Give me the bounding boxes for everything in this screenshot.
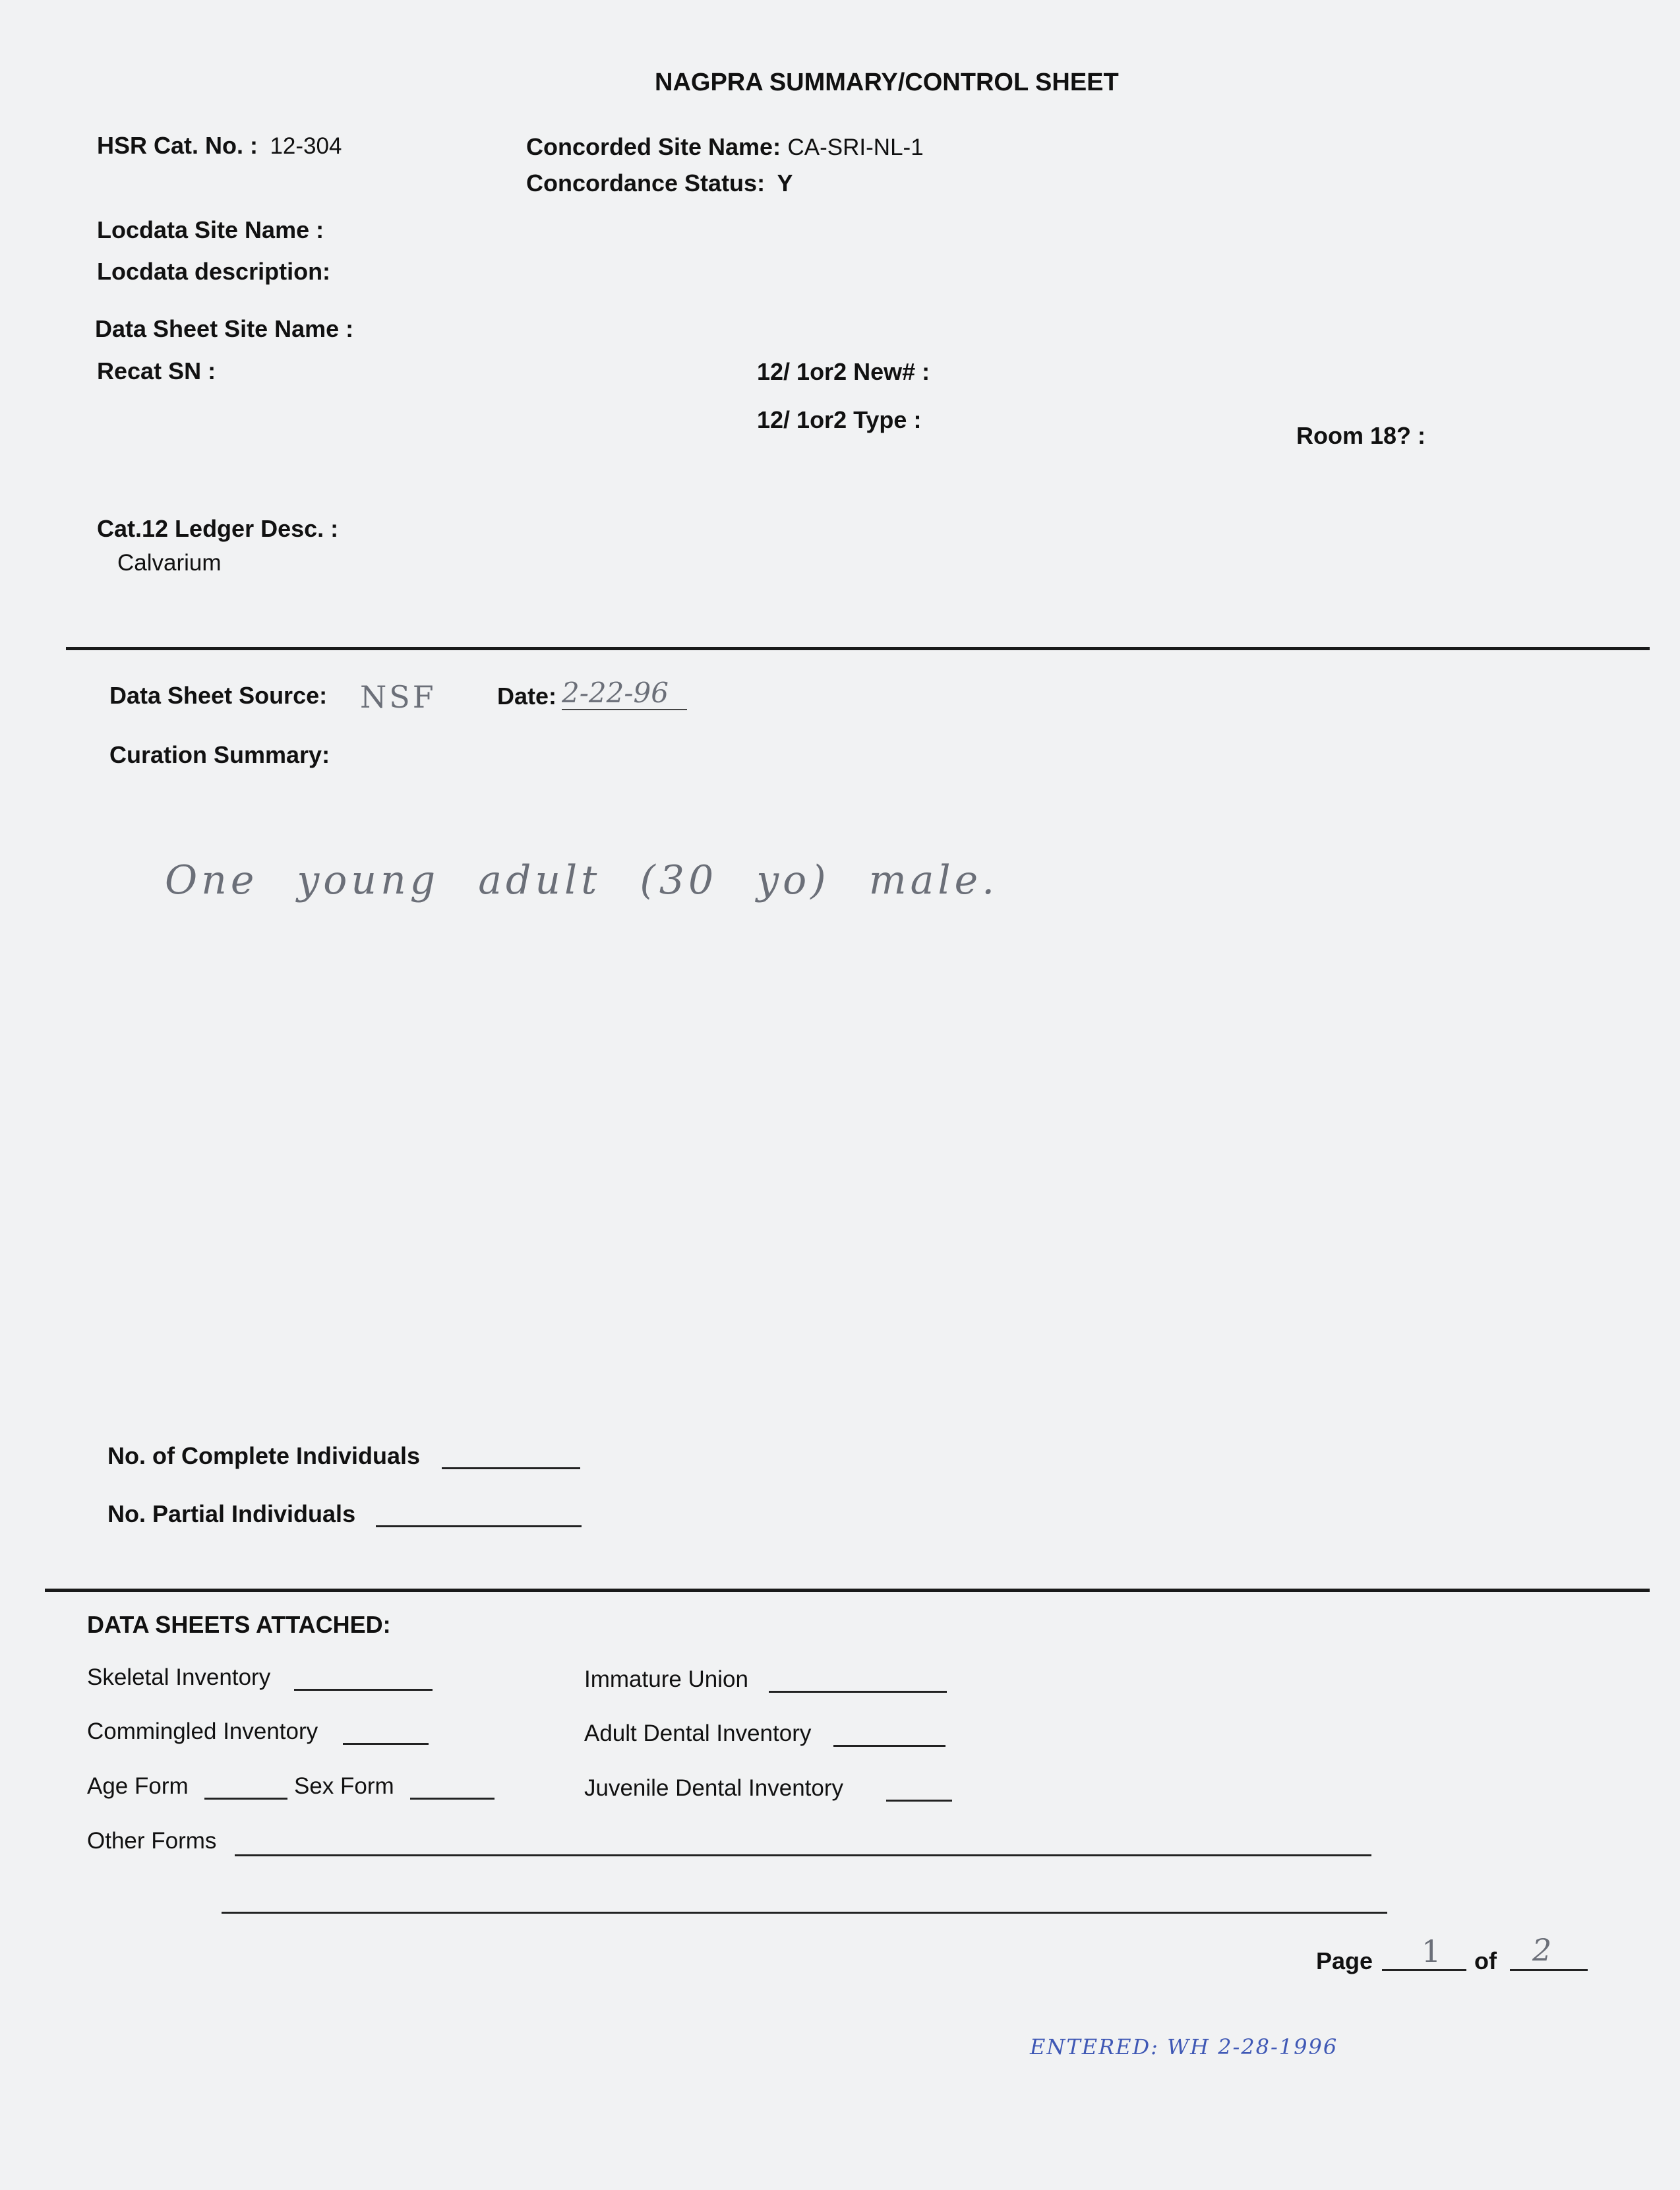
- data-sheet-source-label: Data Sheet Source:: [109, 682, 328, 709]
- section-divider-bottom: [45, 1589, 1650, 1592]
- page-total-value: 2: [1532, 1932, 1552, 1968]
- concorded-site-value: CA-SRI-NL-1: [787, 135, 924, 160]
- page-total-blank: [1510, 1969, 1588, 1971]
- other-forms-label: Other Forms: [87, 1828, 217, 1854]
- room-18-label: Room 18? :: [1296, 422, 1426, 449]
- concordance-status-value: Y: [777, 169, 793, 197]
- other-forms-blank-2: [222, 1912, 1387, 1914]
- sex-form-label: Sex Form: [294, 1773, 394, 1799]
- concorded-site-label: Concorded Site Name:: [526, 133, 781, 160]
- data-sheet-source-value: NSF: [360, 679, 436, 715]
- new-num-label: 12/ 1or2 New# :: [757, 358, 930, 385]
- sex-form-blank: [410, 1798, 495, 1800]
- ledger-desc-value: Calvarium: [117, 550, 222, 576]
- immature-union-blank: [769, 1691, 947, 1693]
- page-label: Page: [1316, 1947, 1373, 1974]
- concordance-status-row: [526, 169, 793, 197]
- hsr-cat-row: [97, 132, 342, 160]
- section-divider-top: [66, 647, 1650, 650]
- hsr-cat-label: HSR Cat. No. :: [97, 132, 258, 159]
- page-number-value: 1: [1422, 1933, 1441, 1969]
- partial-individuals-label: No. Partial Individuals: [107, 1500, 356, 1527]
- curation-summary-label: Curation Summary:: [109, 741, 330, 768]
- skeletal-inventory-label: Skeletal Inventory: [87, 1664, 271, 1690]
- locdata-description-label: Locdata description:: [97, 258, 331, 285]
- skeletal-inventory-blank: [294, 1689, 433, 1691]
- locdata-site-name-label: Locdata Site Name :: [97, 216, 324, 243]
- data-sheets-attached-heading: DATA SHEETS ATTACHED:: [87, 1611, 391, 1638]
- entered-note: ENTERED: WH 2-28-1996: [1030, 2034, 1338, 2059]
- ledger-desc-label: Cat.12 Ledger Desc. :: [97, 515, 339, 542]
- curation-summary-value: One young adult (30 yo) male.: [165, 857, 999, 903]
- form-title: NAGPRA SUMMARY/CONTROL SHEET: [655, 69, 1119, 96]
- type-label: 12/ 1or2 Type :: [757, 406, 922, 433]
- of-label: of: [1474, 1947, 1497, 1974]
- juvenile-dental-inventory-label: Juvenile Dental Inventory: [584, 1775, 843, 1801]
- juvenile-dental-inventory-blank: [886, 1800, 952, 1802]
- hsr-cat-value: 12-304: [270, 133, 342, 159]
- complete-individuals-blank: [442, 1467, 580, 1469]
- date-value: 2-22-96: [562, 677, 687, 710]
- commingled-inventory-label: Commingled Inventory: [87, 1719, 318, 1744]
- immature-union-label: Immature Union: [584, 1666, 748, 1692]
- partial-individuals-blank: [376, 1525, 582, 1527]
- commingled-inventory-blank: [343, 1743, 429, 1745]
- age-form-blank: [204, 1798, 287, 1800]
- page-number-blank: [1382, 1969, 1466, 1971]
- data-sheet-site-name-label: Data Sheet Site Name :: [95, 315, 354, 342]
- concordance-status-label: Concordance Status:: [526, 169, 765, 197]
- concorded-site-row: [526, 133, 924, 161]
- other-forms-blank: [235, 1854, 1371, 1856]
- date-label: Date:: [497, 683, 557, 710]
- age-form-label: Age Form: [87, 1773, 189, 1799]
- adult-dental-inventory-blank: [833, 1745, 945, 1747]
- complete-individuals-label: No. of Complete Individuals: [107, 1442, 421, 1469]
- adult-dental-inventory-label: Adult Dental Inventory: [584, 1720, 812, 1746]
- recat-sn-label: Recat SN :: [97, 357, 216, 384]
